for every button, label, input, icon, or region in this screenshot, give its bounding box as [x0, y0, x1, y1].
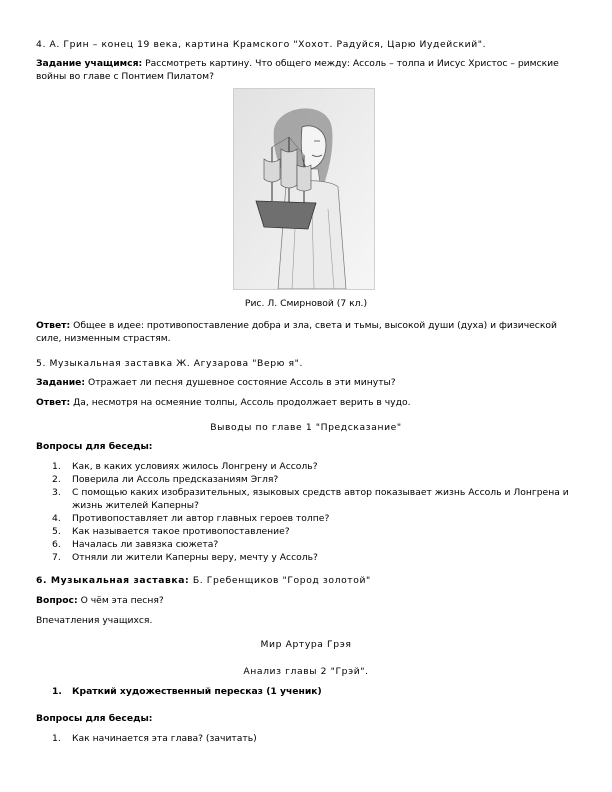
figure-caption: Рис. Л. Смирновой (7 кл.)	[244, 298, 368, 309]
questions-1-list	[36, 460, 581, 564]
list-item-number: 1.	[52, 686, 62, 697]
world-title: Мир Артура Грэя	[260, 639, 352, 650]
list-item-number: 4.	[52, 513, 61, 524]
analysis-title: Анализ главы 2 "Грэй".	[243, 666, 369, 677]
list-item	[36, 685, 581, 698]
list-item-text: Началась ли завязка сюжета?	[72, 539, 219, 550]
question-label: Вопрос:	[36, 595, 78, 606]
question-text: О чём эта песня?	[77, 595, 164, 606]
list-item-text: Краткий художественный пересказ (1 ученик)	[72, 686, 322, 697]
list-item-text: С помощью каких изобразительных, языковых средств автор показывает жизнь Ассоль и Лонгрена и жизнь жителей Каперны?	[72, 487, 569, 511]
answer-2	[36, 396, 581, 409]
list-item	[36, 473, 581, 486]
list-item	[36, 512, 581, 525]
task-students-text: Рассмотреть картину. Что общего между: Ассоль – толпа и Иисус Христос – римские войны во главе с Понтием Пилатом?	[36, 58, 559, 82]
list-item	[36, 486, 581, 512]
answer-1-text: Общее в идее: противопоставление добра и зла, света и тьмы, высокой души (духа) и физической силе, низменным страстям.	[36, 320, 557, 344]
list-item	[36, 460, 581, 473]
list-item-number: 2.	[52, 474, 61, 485]
questions-1-label	[36, 440, 581, 453]
list-item-text: Противопоставляет ли автор главных героев толпе?	[72, 513, 330, 524]
list-item	[36, 732, 581, 745]
list-item-text: Как, в каких условиях жилось Лонгрену и Ассоль?	[72, 461, 318, 472]
answer-2-label: Ответ:	[36, 397, 71, 408]
list-item-number: 5.	[52, 526, 61, 537]
task-students-label: Задание учащимся:	[36, 58, 143, 69]
impressions: Впечатления учащихся.	[36, 615, 153, 626]
list-item-number: 7.	[52, 552, 61, 563]
answer-1	[36, 319, 581, 345]
list-item-text: Отняли ли жители Каперны веру, мечту у Ассоль?	[72, 552, 318, 563]
task-2-text: Отражает ли песня душевное состояние Ассоль в эти минуты?	[85, 377, 396, 388]
questions-2-list	[36, 732, 581, 745]
list-item	[36, 551, 581, 564]
list-item-number: 3.	[52, 487, 61, 498]
questions-2-label-text: Вопросы для беседы:	[36, 713, 153, 724]
list-item-text: Как начинается эта глава? (зачитать)	[72, 733, 257, 744]
list-item-number: 6.	[52, 539, 61, 550]
list-item-number: 1.	[52, 733, 61, 744]
section-6-heading	[36, 574, 581, 587]
list-item-number: 1.	[52, 461, 61, 472]
section-5-heading: 5. Музыкальная заставка Ж. Агузарова "Верю я".	[36, 358, 303, 369]
list-item-text: Поверила ли Ассоль предсказаниям Эгля?	[72, 474, 279, 485]
task-2-label: Задание:	[36, 377, 86, 388]
answer-2-text: Да, несмотря на осмеяние толпы, Ассоль продолжает верить в чудо.	[70, 397, 411, 408]
question	[36, 594, 581, 607]
section-4-heading: 4. А. Грин – конец 19 века, картина Крамского "Хохот. Радуйся, Царю Иудейский".	[36, 39, 487, 50]
illustration	[233, 88, 375, 290]
task-students	[36, 57, 581, 83]
retell-item	[36, 685, 581, 698]
section-6-label: 6. Музыкальная заставка:	[36, 575, 190, 586]
answer-1-label: Ответ:	[36, 320, 71, 331]
questions-1-label-text: Вопросы для беседы:	[36, 441, 153, 452]
task-2	[36, 376, 581, 389]
list-item	[36, 525, 581, 538]
drawing-girl-with-ship	[234, 89, 374, 289]
conclusions-title: Выводы по главе 1 "Предсказание"	[210, 422, 402, 433]
questions-2-label	[36, 712, 581, 725]
list-item-text: Как называется такое противопоставление?	[72, 526, 290, 537]
list-item	[36, 538, 581, 551]
section-6-text: Б. Гребенщиков "Город золотой"	[189, 575, 371, 586]
